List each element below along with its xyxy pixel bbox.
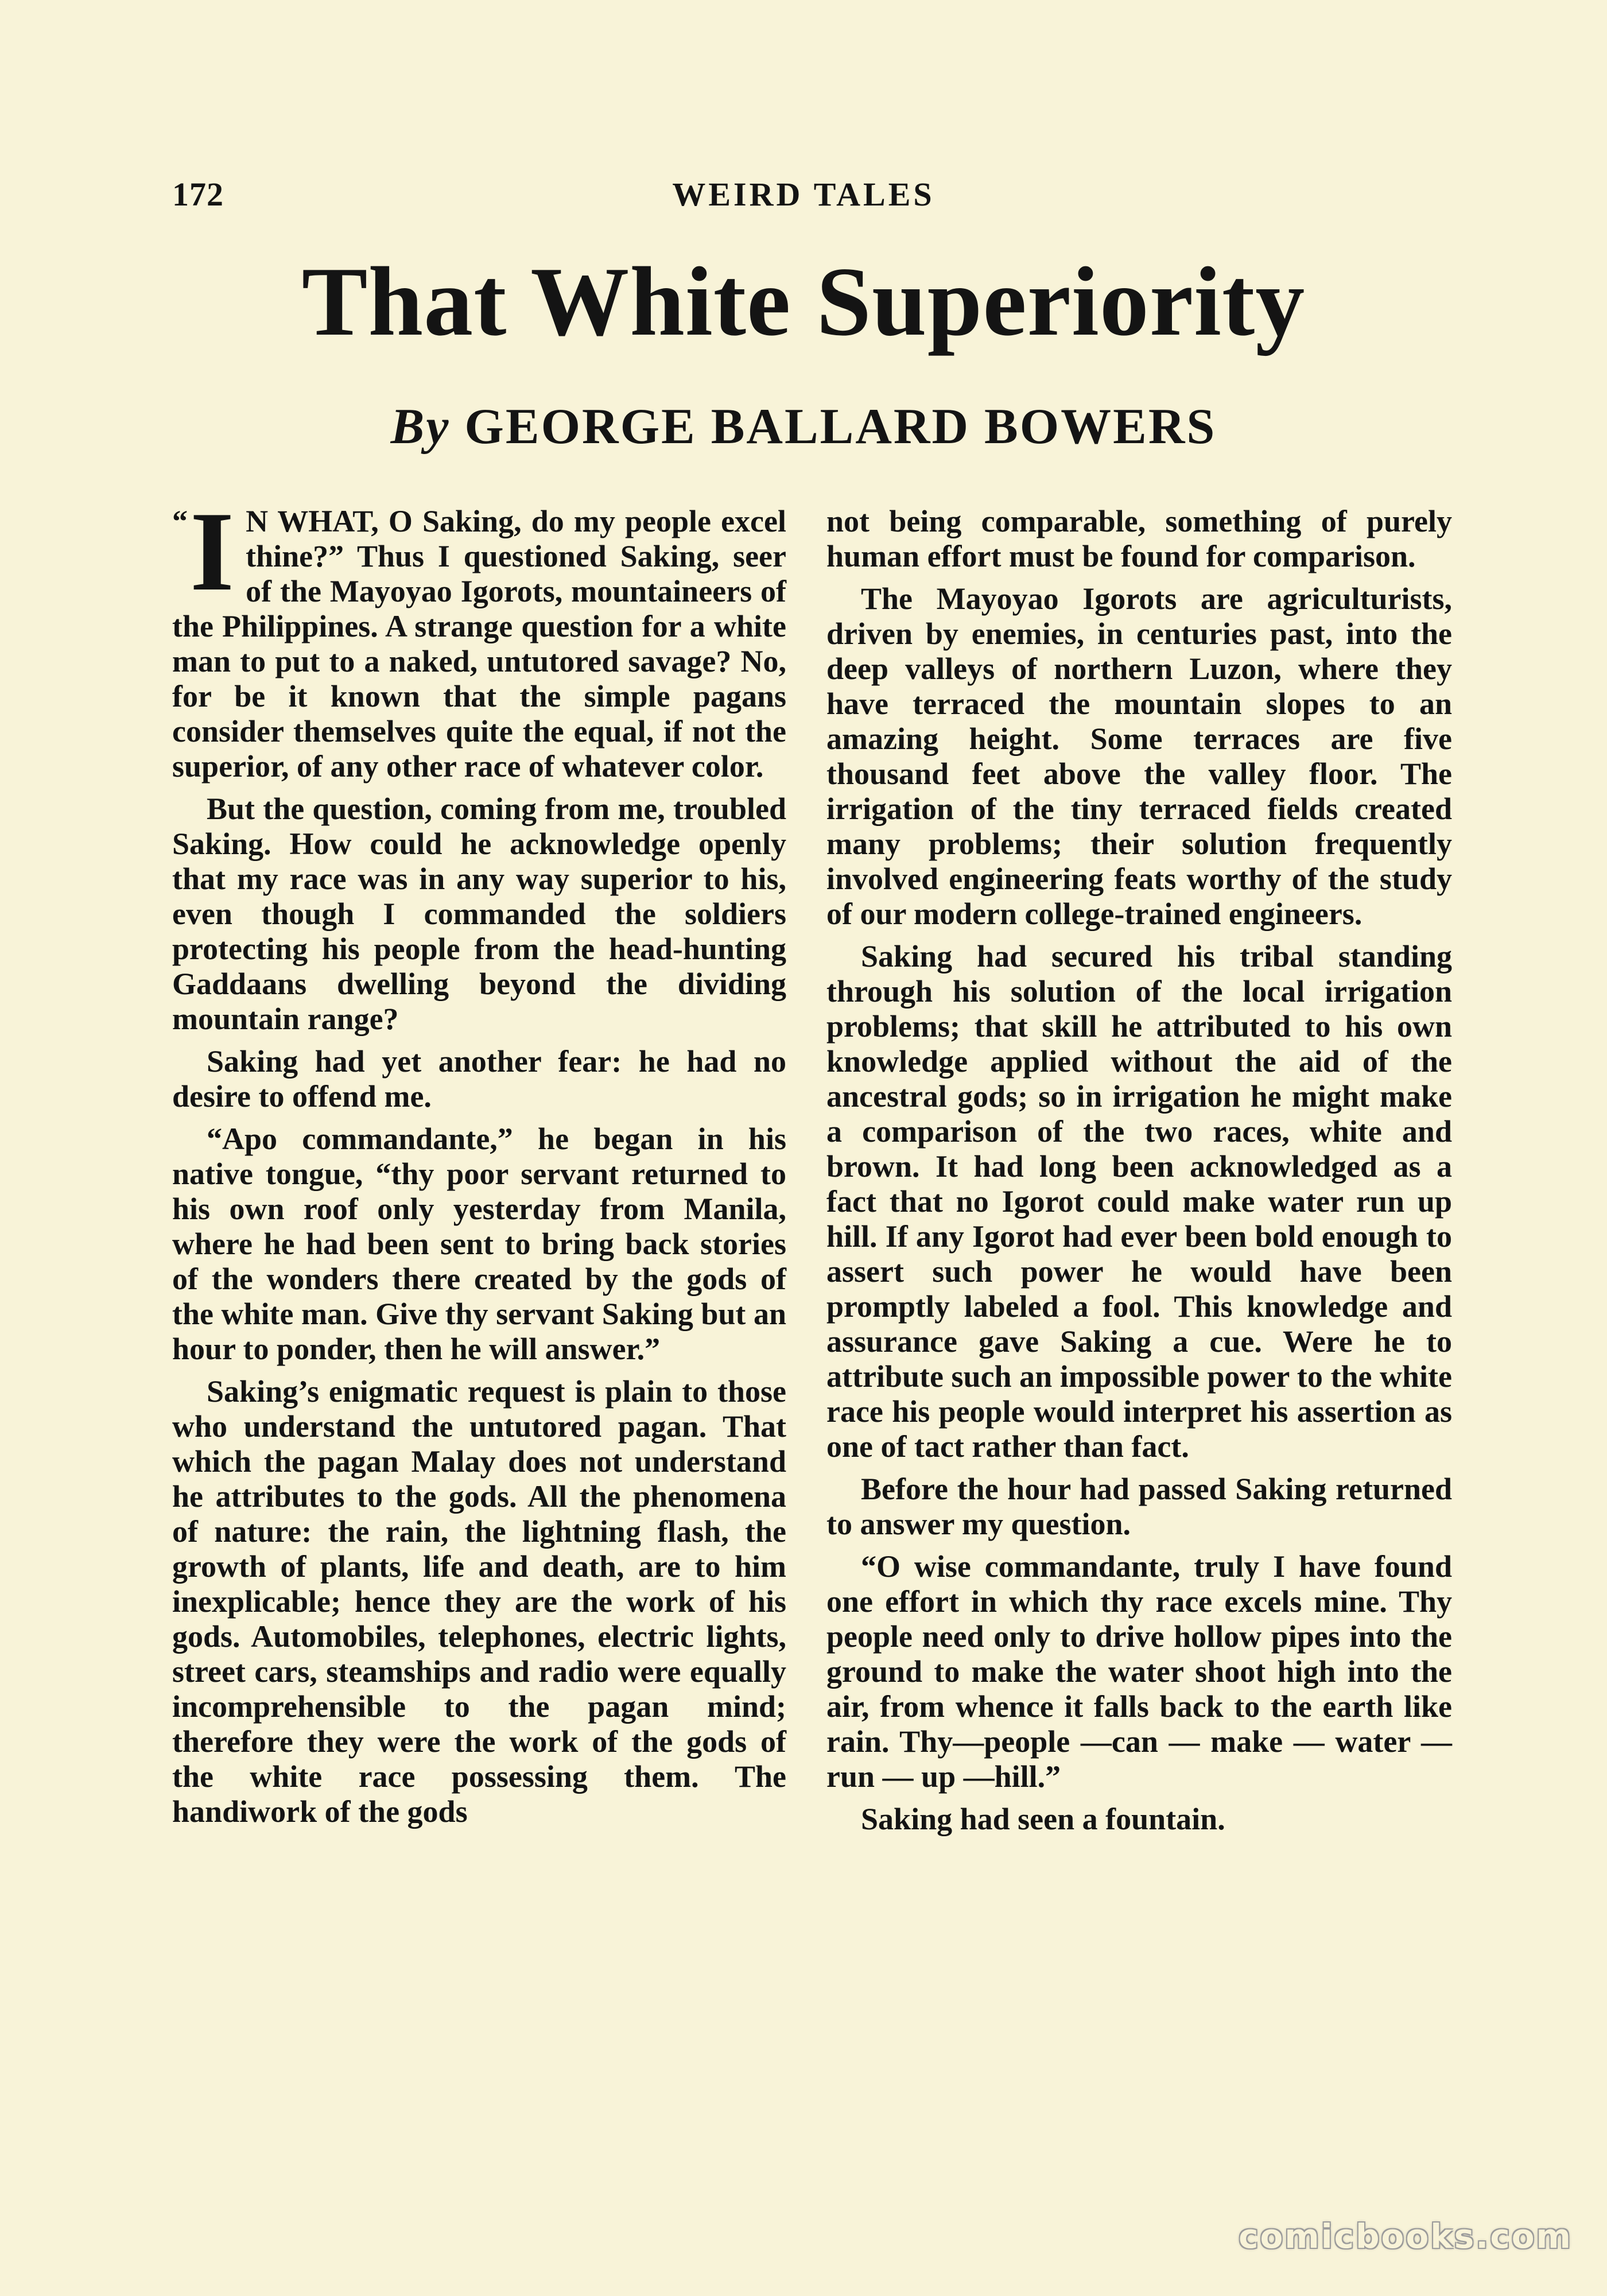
paragraph: “Apo commandante,” he began in his native tongue, “thy poor servant returned to his own roof only yesterday from Manila, where he had been sent to bring back stories of the wonders there created by the gods of the white man. Give thy servant Saking but an hour to ponder, then he will answer.” bbox=[172, 1122, 786, 1366]
drop-cap: I bbox=[190, 488, 235, 614]
article-title: That White Superiority bbox=[301, 247, 1306, 356]
author-name: GEORGE BALLARD BOWERS bbox=[464, 399, 1217, 455]
left-column bbox=[172, 488, 786, 1837]
paragraph: Saking’s enigmatic request is plain to those who understand the untutored pagan. That which the pagan Malay does not understand he attributes to the gods. All the phenomena of nature: the rain, the lightning flash, the growth of plants, life and death, are to him inexplicable; hence they are the work of his gods. Automobiles, telephones, electric lights, street cars, steamships and radio were equally incomprehensible to the pagan mind; therefore they were the work of the gods of the white race possessing them. The handiwork of the gods bbox=[172, 1374, 786, 1829]
byline-prefix: By bbox=[390, 399, 451, 455]
byline bbox=[0, 399, 1607, 455]
paragraph: Before the hour had passed Saking returned to answer my question. bbox=[826, 1472, 1452, 1541]
paragraph: The Mayoyao Igorots are agriculturists, driven by enemies, in centuries past, into the deep valleys of northern Luzon, where they have terraced the mountain slopes to an amazing height. Some terraces are five thousand feet above the valley floor. The irrigation of the tiny terraced fields created many problems; their solution frequently involved engineering feats worthy of the study of our modern college-trained engineers. bbox=[826, 581, 1452, 931]
paragraph: Saking had seen a fountain. bbox=[861, 1802, 1225, 1836]
magazine-title: WEIRD TALES bbox=[672, 176, 935, 213]
running-head bbox=[0, 175, 1607, 221]
paragraph: But the question, coming from me, troubled Saking. How could he acknowledge openly that my race was in any way superior to his, even though I commanded the soldiers protecting his people from the head-hunting Gaddaans dwelling beyond the dividing mountain range? bbox=[172, 792, 786, 1036]
watermark: comicbooks.com bbox=[1239, 2217, 1573, 2256]
paragraph-text: N WHAT, O Saking, do my people excel thine?” Thus I questioned Saking, seer of the Mayoyao Igorots, mountaineers of the Philippines. A strange question for a white man to put to a naked, untutored savage? No, for be it known that the simple pagans consider themselves quite the equal, if not the superior, of any other race of whatever color. bbox=[172, 504, 786, 784]
paragraph: not being comparable, something of purely human effort must be found for comparison. bbox=[826, 504, 1452, 573]
paragraph bbox=[172, 488, 786, 784]
paragraph: Saking had secured his tribal standing through his solution of the local irrigation problems; that skill he attributed to his own knowledge applied without the aid of the ancestral gods; so in irrigation he might make a comparison of the two races, white and brown. It had long been acknowledged as a fact that no Igorot could make water run up hill. If any Igorot had ever been bold enough to assert such power he would have been promptly labeled a fool. This knowledge and assurance gave Saking a cue. Were he to attribute such an impossible power to the white race his people would interpret his assertion as one of tact rather than fact. bbox=[826, 939, 1452, 1464]
page-number: 172 bbox=[172, 176, 224, 213]
right-column bbox=[826, 504, 1452, 1844]
paragraph: Saking had yet another fear: he had no desire to offend me. bbox=[172, 1044, 786, 1114]
opening-quote: “ bbox=[172, 504, 188, 538]
paragraph: “O wise commandante, truly I have found one effort in which thy race excels mine. Thy people need only to drive hollow pipes into the ground to make the water shoot high into the air, from whence it falls back to the earth like rain. Thy—people —can — make — water — run — up —hill.” bbox=[826, 1549, 1452, 1794]
